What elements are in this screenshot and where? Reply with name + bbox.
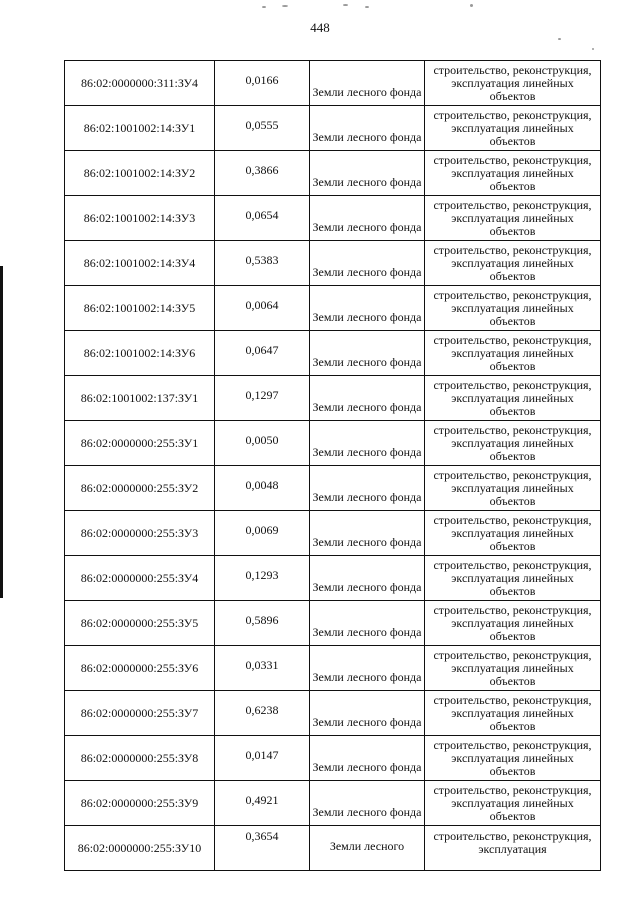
permitted-use-cell [425,421,601,466]
permitted-use-cell-text: строительство, реконструкция, эксплуатация линейных объектов [433,287,592,328]
area-cell-text: 0,0654 [245,207,279,222]
land-plot-table [64,60,601,871]
area-cell-text: 0,5896 [245,612,279,627]
area-cell [215,151,310,196]
table-row [65,736,601,781]
scan-margin-bar [0,266,3,598]
area-cell [215,826,310,871]
permitted-use-cell [425,151,601,196]
cadastral-number-cell-text: 86:02:0000000:255:ЗУ7 [80,705,199,720]
land-category-cell-text: Земли лесного фонда [312,174,422,189]
table-row [65,601,601,646]
permitted-use-cell-text: строительство, реконструкция, эксплуатация линейных объектов [433,782,592,823]
cadastral-number-cell-text: 86:02:1001002:14:ЗУ2 [83,165,196,180]
cadastral-number-cell-text: 86:02:0000000:255:ЗУ3 [80,525,199,540]
table-row [65,331,601,376]
land-category-cell-text: Земли лесного фонда [312,219,422,234]
permitted-use-cell-text: строительство, реконструкция, эксплуатация линейных объектов [433,332,592,373]
area-cell [215,556,310,601]
land-category-cell-text: Земли лесного фонда [312,444,422,459]
area-cell-text: 0,0069 [245,522,279,537]
table-row [65,151,601,196]
permitted-use-cell [425,601,601,646]
area-cell [215,646,310,691]
land-category-cell-text: Земли лесного фонда [312,579,422,594]
land-category-cell-text: Земли лесного [329,839,405,853]
land-category-cell-text: Земли лесного фонда [312,354,422,369]
table-row [65,106,601,151]
cadastral-number-cell [65,331,215,376]
land-category-cell [310,106,425,151]
land-category-cell [310,376,425,421]
area-cell-text: 0,3654 [245,829,279,843]
area-cell [215,376,310,421]
cadastral-number-cell [65,511,215,556]
cadastral-number-cell [65,466,215,511]
permitted-use-cell-text: строительство, реконструкция, эксплуатация [433,829,592,856]
area-cell [215,331,310,376]
table-row [65,781,601,826]
land-category-cell [310,511,425,556]
area-cell [215,196,310,241]
cadastral-number-cell [65,646,215,691]
scan-speck [262,6,266,8]
land-category-cell [310,286,425,331]
area-cell [215,421,310,466]
land-category-cell-text: Земли лесного фонда [312,804,422,819]
land-category-cell-text: Земли лесного фонда [312,714,422,729]
scan-speck [365,6,369,8]
land-category-cell [310,466,425,511]
table-row [65,556,601,601]
permitted-use-cell-text: строительство, реконструкция, эксплуатация линейных объектов [433,152,592,193]
permitted-use-cell [425,466,601,511]
land-category-cell [310,736,425,781]
cadastral-number-cell [65,196,215,241]
land-category-cell [310,241,425,286]
area-cell-text: 0,0048 [245,477,279,492]
land-category-cell [310,61,425,106]
permitted-use-cell-text: строительство, реконструкция, эксплуатация линейных объектов [433,62,592,103]
land-category-cell [310,556,425,601]
land-category-cell-text: Земли лесного фонда [312,399,422,414]
land-category-cell-text: Земли лесного фонда [312,759,422,774]
area-cell-text: 0,0647 [245,342,279,357]
area-cell-text: 0,0331 [245,657,279,672]
cadastral-number-cell-text: 86:02:1001002:14:ЗУ4 [83,255,196,270]
scan-speck [282,5,288,7]
area-cell-text: 0,1293 [245,567,279,582]
cadastral-number-cell [65,421,215,466]
cadastral-number-cell-text: 86:02:0000000:255:ЗУ4 [80,570,199,585]
table-row [65,196,601,241]
land-category-cell [310,826,425,871]
land-category-cell [310,781,425,826]
cadastral-number-cell [65,736,215,781]
cadastral-number-cell [65,106,215,151]
permitted-use-cell [425,196,601,241]
cadastral-number-cell [65,781,215,826]
permitted-use-cell [425,556,601,601]
cadastral-number-cell-text: 86:02:1001002:14:ЗУ3 [83,210,196,225]
permitted-use-cell [425,286,601,331]
land-category-cell [310,601,425,646]
land-category-cell [310,646,425,691]
scan-speck [343,4,348,6]
cadastral-number-cell [65,691,215,736]
permitted-use-cell [425,61,601,106]
cadastral-number-cell-text: 86:02:1001002:14:ЗУ1 [83,120,196,135]
cadastral-number-cell-text: 86:02:0000000:255:ЗУ1 [80,435,199,450]
permitted-use-cell-text: строительство, реконструкция, эксплуатация линейных объектов [433,692,592,733]
area-cell [215,601,310,646]
cadastral-number-cell [65,151,215,196]
land-category-cell-text: Земли лесного фонда [312,669,422,684]
area-cell-text: 0,4921 [245,792,279,807]
permitted-use-cell [425,241,601,286]
land-category-cell-text: Земли лесного фонда [312,84,422,99]
table-row [65,421,601,466]
table-row [65,241,601,286]
area-cell [215,781,310,826]
land-plot-table-body [65,61,601,871]
area-cell [215,466,310,511]
permitted-use-cell [425,106,601,151]
permitted-use-cell-text: строительство, реконструкция, эксплуатация линейных объектов [433,512,592,553]
permitted-use-cell [425,331,601,376]
permitted-use-cell [425,736,601,781]
land-category-cell [310,691,425,736]
cadastral-number-cell-text: 86:02:0000000:255:ЗУ5 [80,615,199,630]
cadastral-number-cell [65,376,215,421]
area-cell-text: 0,0050 [245,432,279,447]
permitted-use-cell [425,826,601,871]
land-category-cell-text: Земли лесного фонда [312,534,422,549]
scan-speck [592,48,594,50]
area-cell [215,241,310,286]
permitted-use-cell-text: строительство, реконструкция, эксплуатация линейных объектов [433,242,592,283]
area-cell-text: 0,1297 [245,387,279,402]
area-cell-text: 0,0166 [245,72,279,87]
area-cell [215,691,310,736]
cadastral-number-cell-text: 86:02:0000000:255:ЗУ8 [80,750,199,765]
permitted-use-cell-text: строительство, реконструкция, эксплуатация линейных объектов [433,647,592,688]
table-row [65,646,601,691]
permitted-use-cell-text: строительство, реконструкция, эксплуатация линейных объектов [433,557,592,598]
area-cell-text: 0,0555 [245,117,279,132]
table-row [65,286,601,331]
land-category-cell-text: Земли лесного фонда [312,624,422,639]
permitted-use-cell [425,646,601,691]
area-cell-text: 0,6238 [245,702,279,717]
scan-speck [558,38,561,40]
area-cell [215,511,310,556]
permitted-use-cell-text: строительство, реконструкция, эксплуатация линейных объектов [433,602,592,643]
cadastral-number-cell-text: 86:02:0000000:311:ЗУ4 [80,75,199,90]
permitted-use-cell [425,511,601,556]
cadastral-number-cell-text: 86:02:0000000:255:ЗУ2 [80,480,199,495]
area-cell-text: 0,5383 [245,252,279,267]
cadastral-number-cell [65,556,215,601]
permitted-use-cell-text: строительство, реконструкция, эксплуатация линейных объектов [433,377,592,418]
cadastral-number-cell-text: 86:02:1001002:14:ЗУ6 [83,345,196,360]
land-category-cell [310,196,425,241]
cadastral-number-cell [65,286,215,331]
permitted-use-cell-text: строительство, реконструкция, эксплуатация линейных объектов [433,422,592,463]
permitted-use-cell [425,691,601,736]
table-row [65,826,601,871]
area-cell [215,61,310,106]
area-cell [215,286,310,331]
permitted-use-cell [425,781,601,826]
scan-speck [470,4,473,7]
table-row [65,376,601,421]
cadastral-number-cell-text: 86:02:0000000:255:ЗУ6 [80,660,199,675]
land-category-cell-text: Земли лесного фонда [312,489,422,504]
permitted-use-cell-text: строительство, реконструкция, эксплуатация линейных объектов [433,197,592,238]
land-category-cell-text: Земли лесного фонда [312,264,422,279]
land-category-cell [310,421,425,466]
land-category-cell [310,331,425,376]
cadastral-number-cell-text: 86:02:0000000:255:ЗУ9 [80,795,199,810]
cadastral-number-cell [65,601,215,646]
cadastral-number-cell-text: 86:02:1001002:137:ЗУ1 [80,390,199,405]
cadastral-number-cell-text: 86:02:1001002:14:ЗУ5 [83,300,196,315]
area-cell-text: 0,3866 [245,162,279,177]
area-cell-text: 0,0064 [245,297,279,312]
land-category-cell-text: Земли лесного фонда [312,129,422,144]
permitted-use-cell-text: строительство, реконструкция, эксплуатация линейных объектов [433,467,592,508]
table-row [65,61,601,106]
permitted-use-cell [425,376,601,421]
land-category-cell-text: Земли лесного фонда [312,309,422,324]
land-category-cell [310,151,425,196]
page-number: 448 [310,20,330,35]
cadastral-number-cell-text: 86:02:0000000:255:ЗУ10 [77,841,202,855]
permitted-use-cell-text: строительство, реконструкция, эксплуатация линейных объектов [433,737,592,778]
table-row [65,511,601,556]
permitted-use-cell-text: строительство, реконструкция, эксплуатация линейных объектов [433,107,592,148]
area-cell-text: 0,0147 [245,747,279,762]
cadastral-number-cell [65,241,215,286]
cadastral-number-cell [65,61,215,106]
cadastral-number-cell [65,826,215,871]
table-row [65,691,601,736]
area-cell [215,106,310,151]
area-cell [215,736,310,781]
table-row [65,466,601,511]
